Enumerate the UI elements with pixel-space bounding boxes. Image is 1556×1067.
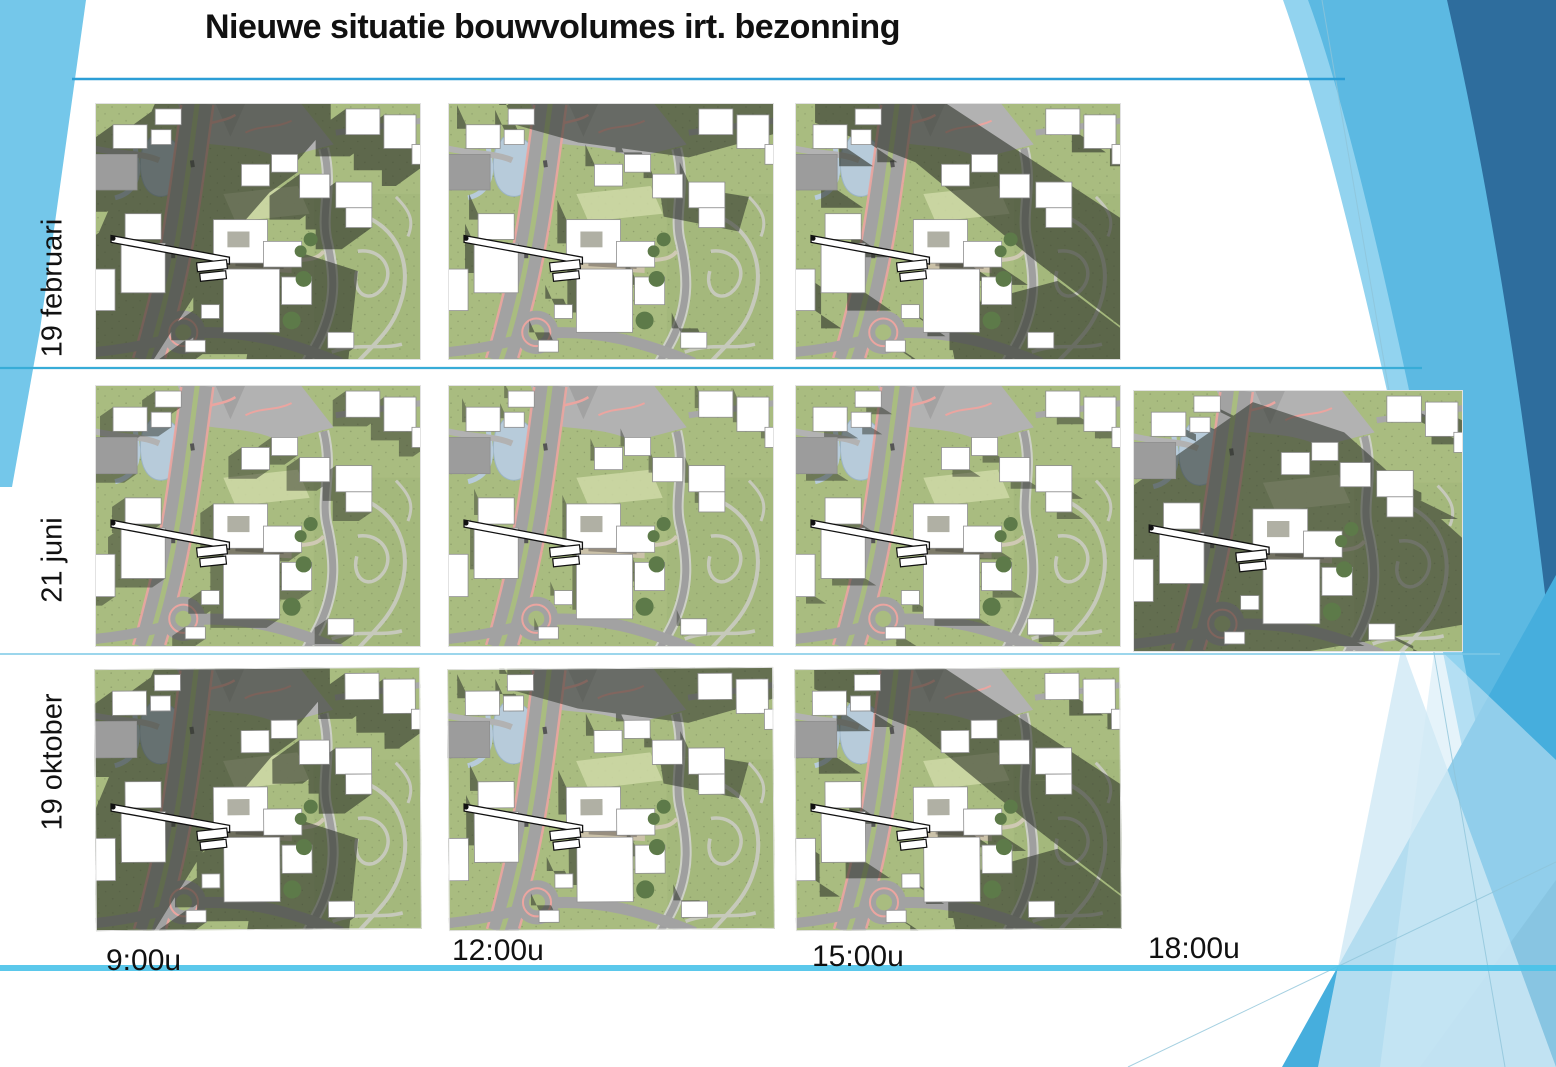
time-label-12u: 12:00u [452,934,544,967]
map-tile-19-oktober-12-00u [447,667,775,931]
map-tile-19-oktober-15-00u [794,667,1122,931]
row-label-19-februari: 19 februari [36,218,69,358]
row-label-21-juni: 21 juni [36,517,69,603]
map-tile-21-juni-18-00u [1133,390,1463,652]
map-tile-19-februari-9-00u [95,103,421,360]
sun-study-map [794,667,1122,931]
sun-study-map [447,667,775,931]
page-title: Nieuwe situatie bouwvolumes irt. bezonning [205,8,900,46]
sun-study-map [95,385,421,647]
time-label-9u: 9:00u [106,944,182,977]
sun-study-map [94,667,422,931]
sun-study-map [1133,390,1463,652]
row-label-19-oktober: 19 oktober [36,693,69,831]
sun-study-map [795,103,1121,360]
bottom-accent-line [0,965,1556,971]
map-tile-21-juni-12-00u [448,385,774,647]
sun-study-map [795,385,1121,647]
time-label-18u: 18:00u [1148,932,1240,965]
map-tile-21-juni-9-00u [95,385,421,647]
sun-study-map [95,103,421,360]
time-label-15u: 15:00u [812,940,904,973]
map-tile-19-februari-12-00u [448,103,774,360]
map-tile-19-oktober-9-00u [94,667,422,931]
sun-study-map [448,385,774,647]
map-tile-21-juni-15-00u [795,385,1121,647]
map-tile-19-februari-15-00u [795,103,1121,360]
sun-study-map [448,103,774,360]
